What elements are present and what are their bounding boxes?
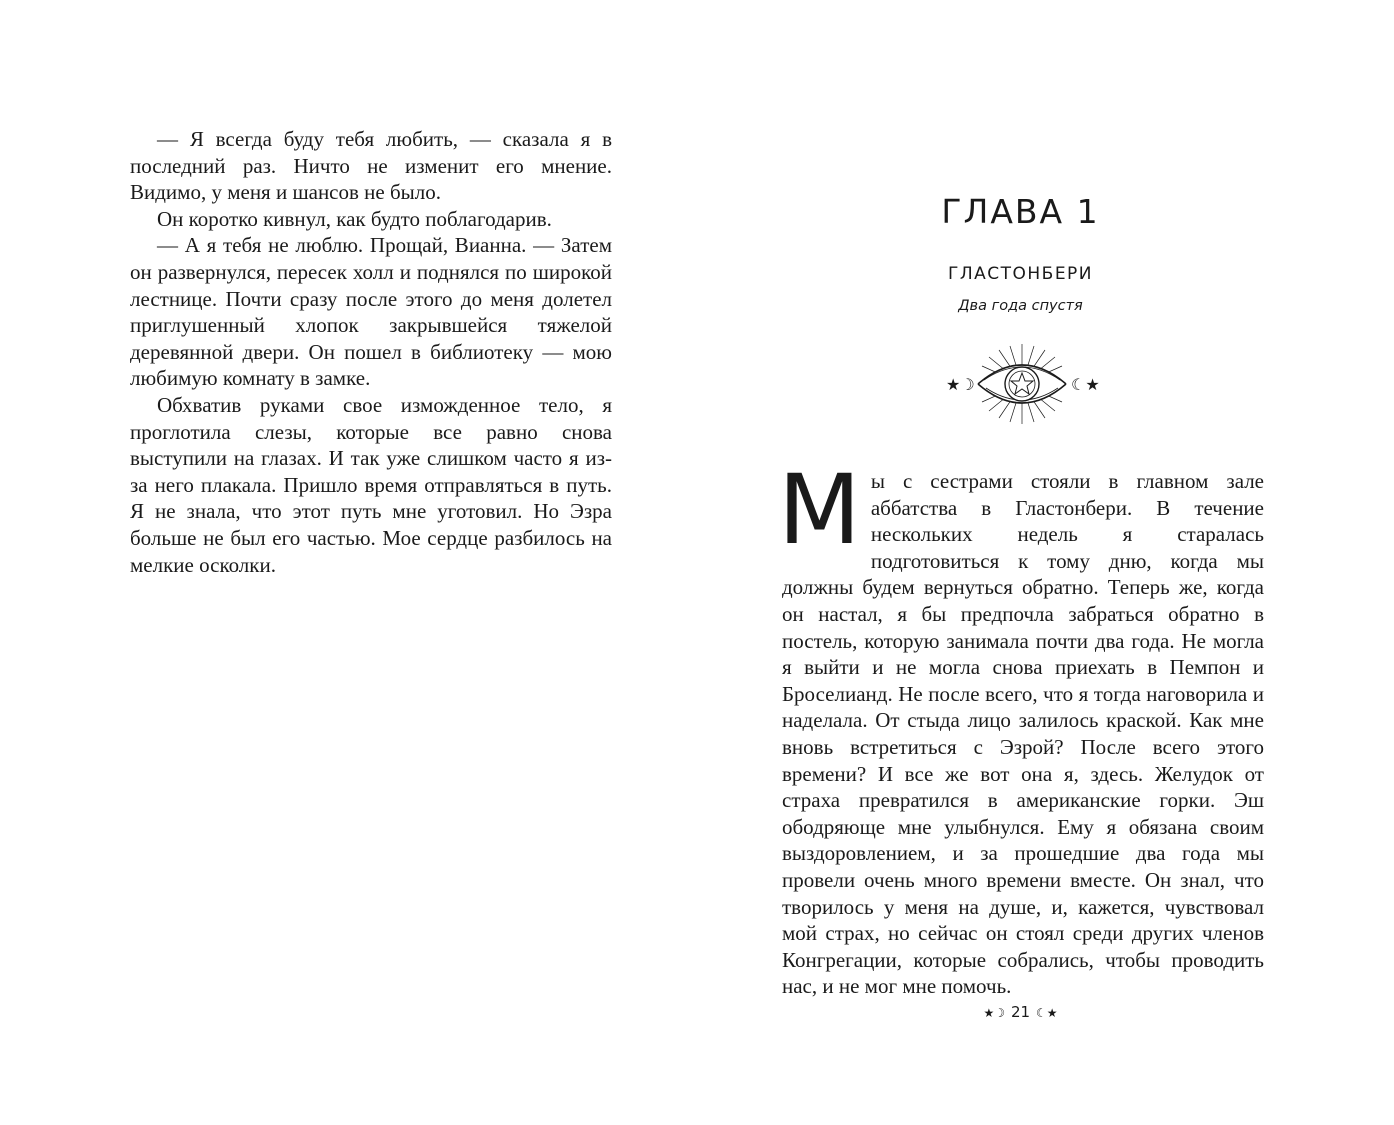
right-page-text bbox=[778, 454, 1264, 1000]
chapter-time-note: Два года спустя bbox=[958, 298, 1083, 314]
paragraph: Обхватив руками свое изможденное тело, я проглотила слезы, которые все равно снова выступили на глазах. И так уже слишком часто я из-за него плакала. Пришло время отправляться в путь. Я не знала, что этот путь мне уготовил. Но Эзра больше не был его частью. Мое сердце разбилось на мелкие осколки. bbox=[130, 392, 612, 577]
star-moon-icon: ★☽ bbox=[983, 1006, 1005, 1020]
drop-cap: М bbox=[778, 454, 861, 566]
moon-star-icon: ☾★ bbox=[1036, 1006, 1058, 1020]
chapter-subtitle: ГЛАСТОНБЕРИ bbox=[947, 264, 1094, 284]
moon-star-eye-icon bbox=[942, 336, 1102, 436]
page-number: 21 bbox=[1010, 1003, 1031, 1021]
paragraph: Он коротко кивнул, как будто поблагодарив. bbox=[157, 206, 552, 231]
svg-text:★☽: ★☽ bbox=[946, 375, 975, 394]
right-page bbox=[697, 0, 1394, 1125]
left-page-text bbox=[130, 126, 612, 578]
paragraph-text: ы с сестрами стояли в главном зале аббатства в Гластонбери. В течение нескольких недель я старалась подготовиться к тому дню, когда мы должны будем вернуться обратно. Теперь же, когда он настал, я бы предпочла забраться обратно в постель, которую занимала почти два года. Не могла я выйти и не могла снова приехать в Пемпон и Броселианд. Не после всего, что я тогда наговорила и наделала. От стыда лицо залилось краской. Как мне вновь встретиться с Эзрой? После всего этого времени? И все же вот она я, здесь. Желудок от страха превратился в американские горки. Эш ободряюще мне улыбнулся. Ему я обязана своим выздоровлением, и за прошедшие два года мы провели очень много времени вместе. Он знал, что творилось у меня на душе, и, кажется, чувствовал мой страх, но сейчас он стоял среди других членов Конгрегации, которые собрались, чтобы проводить нас, и не мог мне помочь. bbox=[782, 469, 1264, 999]
svg-text:☾★: ☾★ bbox=[1071, 375, 1100, 394]
page-footer bbox=[697, 1003, 1344, 1021]
paragraph: — Я всегда буду тебя любить, — сказала я в последний раз. Ничто не изменит его мнение. Видимо, у меня и шансов не было. bbox=[130, 127, 612, 205]
paragraph: — А я тебя не люблю. Прощай, Вианна. — Затем он развернулся, пересек холл и поднялся по широкой лестнице. Почти сразу после этого до меня долетел приглушенный хлопок закрывшейся тяжелой деревянной двери. Он пошел в библиотеку — мою любимую комнату в замке. bbox=[130, 233, 612, 391]
chapter-opening-paragraph bbox=[778, 454, 1264, 1000]
chapter-title: ГЛАВА 1 bbox=[941, 192, 1100, 231]
